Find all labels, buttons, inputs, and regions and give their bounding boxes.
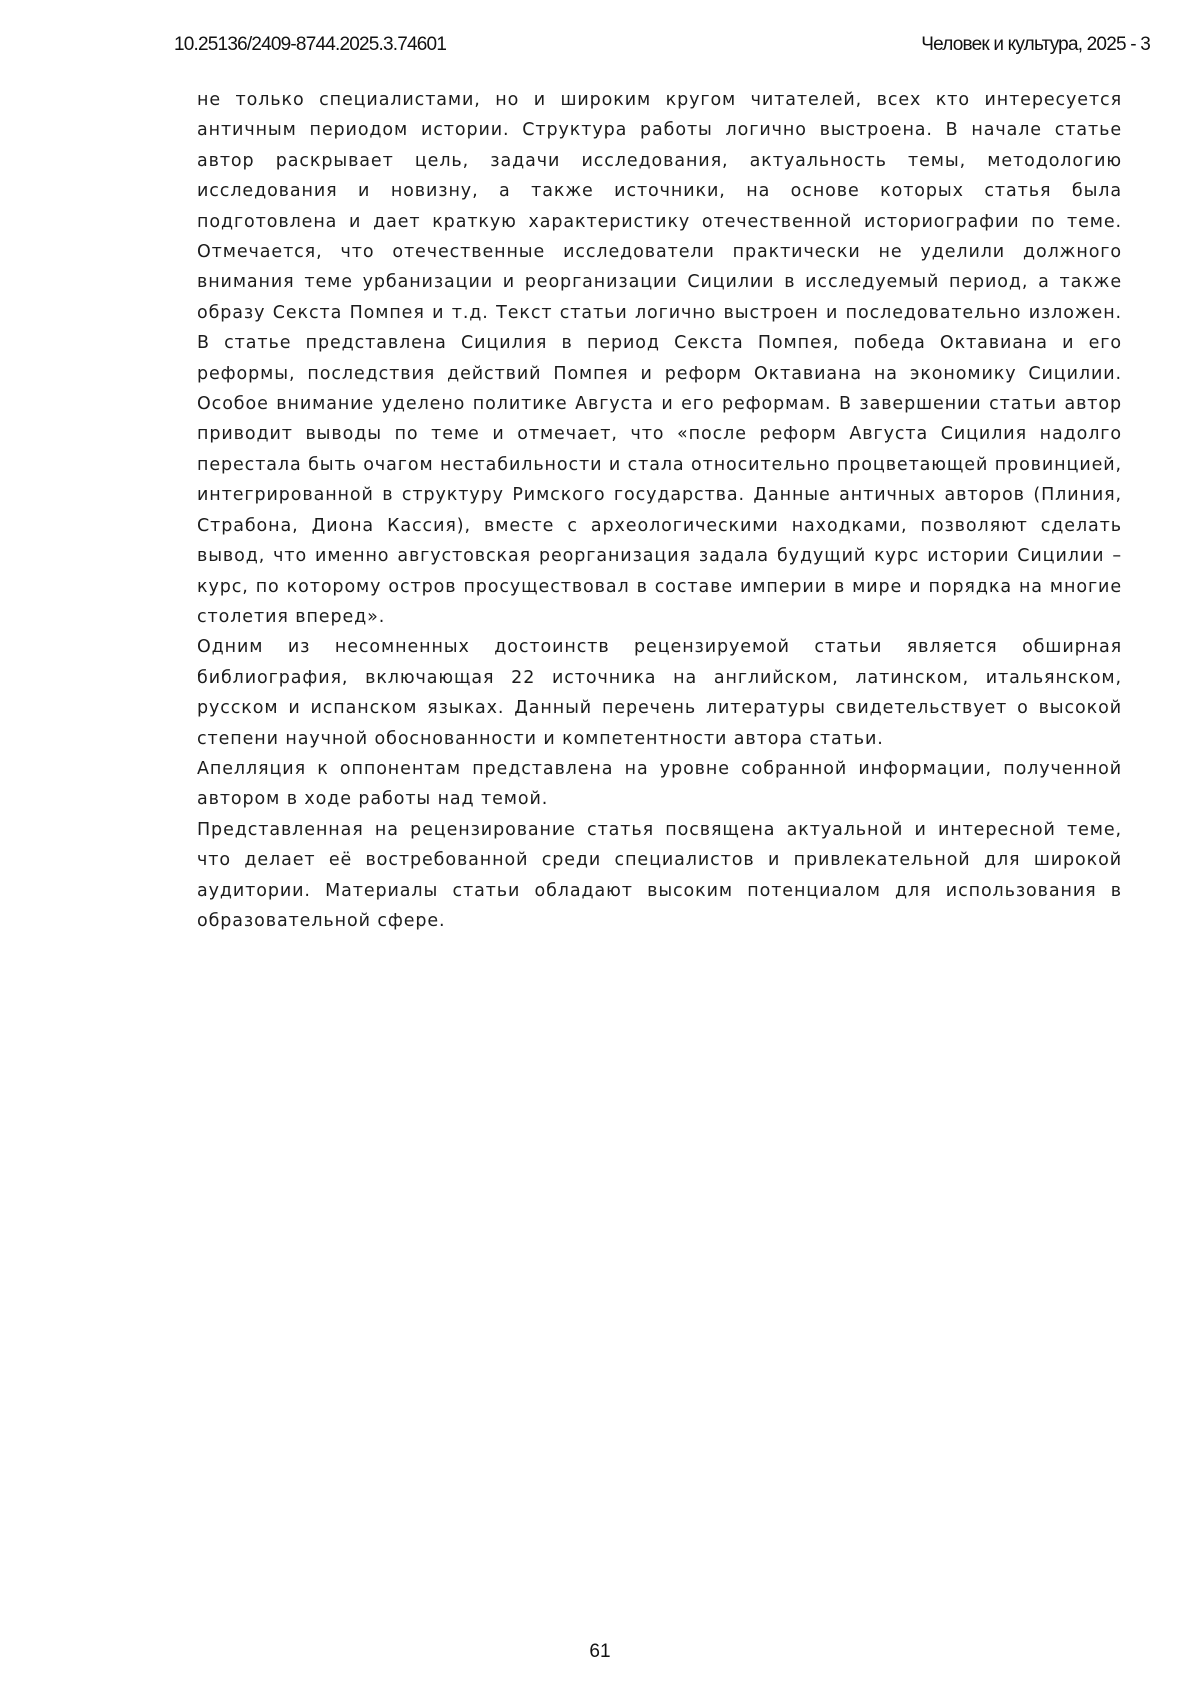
review-paragraph: Представленная на рецензирование статья посвящена актуальной и интересной теме, что делает её востребованной среди специалистов и привлекательной для широкой аудитории. Материалы статьи обладают высоким потенциалом для использования в образовательной сфере.: [197, 819, 1122, 931]
doi-label: 10.25136/2409-8744.2025.3.74601: [174, 34, 447, 55]
review-paragraph: не только специалистами, но и широким кругом читателей, всех кто интересуется античным периодом истории. Структура работы логично выстроена. В начале статье автор раскрывает цель, задачи исследования, актуальность темы, методологию исследования и новизну, а также источники, на основе которых статья была подготовлена и дает краткую характеристику отечественной историографии по теме. Отмечается, что отечественные исследователи практически не уделили должного внимания теме урбанизации и реорганизации Сицилии в исследуемый период, а также образу Секста Помпея и т.д. Текст статьи логично выстроен и последовательно изложен. В статье представлена Сицилия в период Секста Помпея, победа Октавиана и его реформы, последствия действий Помпея и реформ Октавиана на экономику Сицилии. Особое внимание уделено политике Августа и его реформам. В завершении статьи автор приводит выводы по теме и отмечает, что «после реформ Августа Сицилия надолго перестала быть очагом нестабильности и стала относительно процветающей провинцией, интегрированной в структуру Римского государства. Данные античных авторов (Плиния, Страбона, Диона Кассия), вместе с археологическими находками, позволяют сделать вывод, что именно августовская реорганизация задала будущий курс истории Сицилии – курс, по которому остров просуществовал в составе империи в мире и порядка на многие столетия вперед».: [197, 90, 1122, 627]
page-number: 61: [589, 1641, 611, 1662]
page-header: [174, 34, 1150, 64]
review-paragraph: Апелляция к оппонентам представлена на уровне собранной информации, полученной автором в ходе работы над темой.: [197, 758, 1122, 810]
review-body: [197, 85, 1122, 936]
review-paragraph: Одним из несомненных достоинств рецензируемой статьи является обширная библиография, включающая 22 источника на английском, латинском, итальянском, русском и испанском языках. Данный перечень литературы свидетельствует о высокой степени научной обоснованности и компетентности автора статьи.: [197, 637, 1122, 749]
journal-issue-label: Человек и культура, 2025 - 3: [921, 34, 1150, 55]
